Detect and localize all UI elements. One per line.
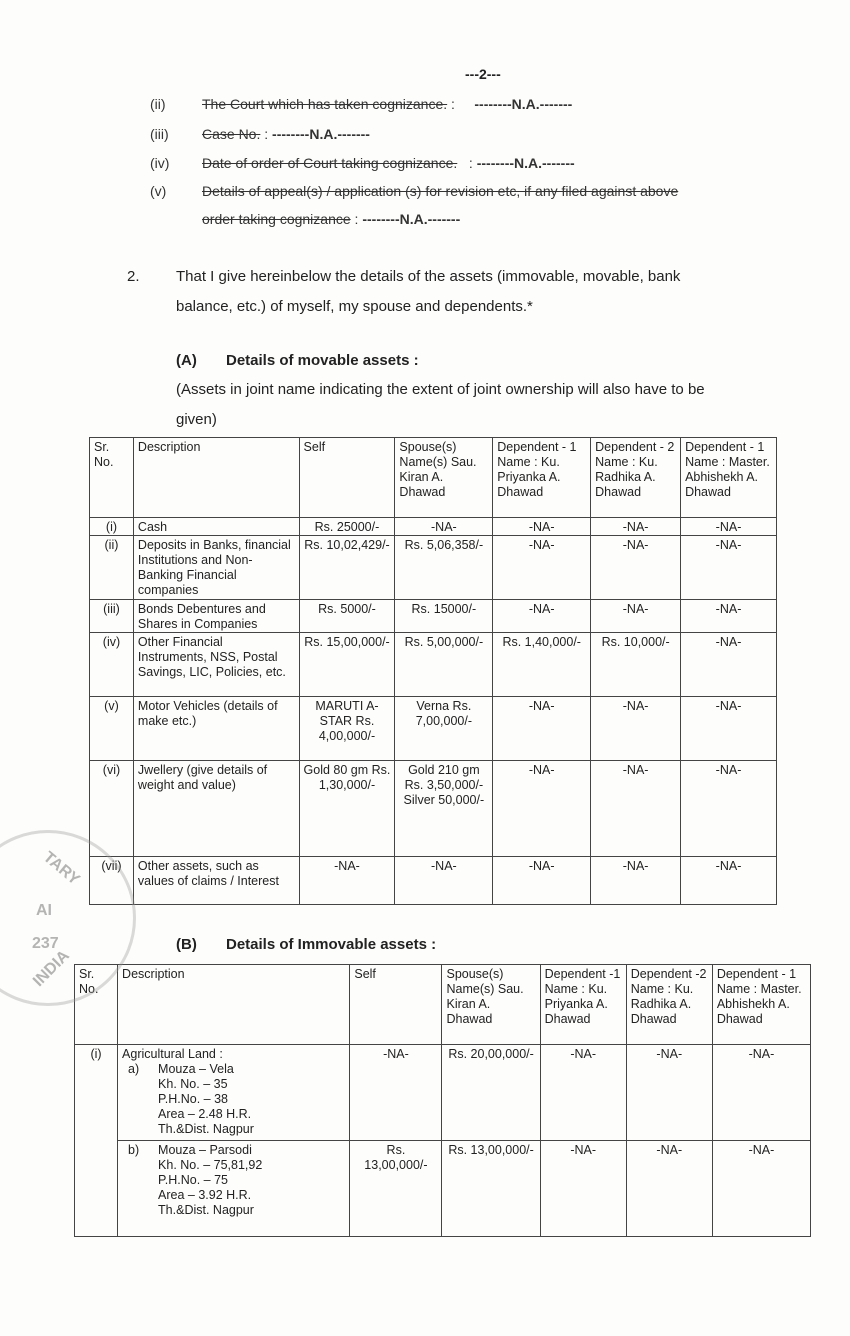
stamp-text-num: 237 (32, 935, 59, 952)
col-dependent-3: Dependent - 1 Name : Master. Abhishekh A. Dhawad (712, 965, 810, 1045)
col-self: Self (299, 438, 395, 518)
land-description-b: b) Mouza – Parsodi Kh. No. – 75,81,92 P.H.No. – 75 Area – 3.92 H.R. Th.&Dist. Nagpur (118, 1141, 350, 1237)
struck-item-iii: (iii) Case No. : --------N.A.------- (150, 126, 370, 142)
col-self: Self (350, 965, 442, 1045)
section-b-title: Details of Immovable assets : (226, 936, 437, 953)
section-b-label: (B) (176, 936, 197, 953)
col-dependent-1: Dependent - 1 Name : Ku. Priyanka A. Dhawad (493, 438, 591, 518)
table-row: b) Mouza – Parsodi Kh. No. – 75,81,92 P.H.No. – 75 Area – 3.92 H.R. Th.&Dist. Nagpur Rs. 13,00,000/- Rs. 13,00,000/- -NA- -NA- -NA- (75, 1141, 811, 1237)
section-2-text: That I give hereinbelow the details of the assets (immovable, movable, bank balance, etc.) of myself, my spouse and dependents.* (176, 268, 681, 315)
col-description: Description (118, 965, 350, 1045)
table-header-row (75, 965, 811, 1045)
table-row: (iii) Bonds Debentures and Shares in Companies Rs. 5000/- Rs. 15000/- -NA- -NA- -NA- (90, 600, 777, 633)
col-sr-no: Sr. No. (90, 438, 134, 518)
col-spouse: Spouse(s) Name(s) Sau. Kiran A. Dhawad (395, 438, 493, 518)
movable-assets-table (89, 437, 777, 905)
col-spouse: Spouse(s) Name(s) Sau. Kiran A. Dhawad (442, 965, 540, 1045)
table-row: (vi) Jwellery (give details of weight and value) Gold 80 gm Rs. 1,30,000/- Gold 210 gm Rs. 3,50,000/- Silver 50,000/- -NA- -NA- -NA- (90, 761, 777, 857)
col-description: Description (133, 438, 299, 518)
struck-item-ii: (ii) The Court which has taken cognizance. : --------N.A.------- (150, 96, 573, 112)
section-2-number: 2. (127, 268, 140, 285)
land-description-a: Agricultural Land : a) Mouza – Vela Kh. No. – 35 P.H.No. – 38 Area – 2.48 H.R. Th.&Dist. Nagpur (118, 1045, 350, 1141)
table-header-row (90, 438, 777, 518)
struck-item-v-cont: order taking cognizance : --------N.A.------- (202, 211, 461, 227)
immovable-assets-table (74, 964, 811, 1237)
section-a-title: Details of movable assets : (226, 352, 419, 369)
col-sr-no: Sr. No. (75, 965, 118, 1045)
col-dependent-2: Dependent - 2 Name : Ku. Radhika A. Dhawad (591, 438, 681, 518)
table-row: (vii) Other assets, such as values of claims / Interest -NA- -NA- -NA- -NA- -NA- (90, 857, 777, 905)
page-number: ---2--- (465, 66, 501, 82)
stamp-text-bottom: INDIA (30, 947, 73, 991)
struck-item-v: (v) Details of appeal(s) / application (s) for revision etc, if any filed against above (150, 183, 679, 199)
stamp-text-top: TARY (39, 848, 83, 889)
col-dependent-1: Dependent -1 Name : Ku. Priyanka A. Dhawad (540, 965, 626, 1045)
struck-item-iv: (iv) Date of order of Court taking cognizance. : --------N.A.------- (150, 155, 575, 171)
section-a-note: (Assets in joint name indicating the extent of joint ownership will also have to be given) (176, 381, 705, 428)
table-row: (v) Motor Vehicles (details of make etc.) MARUTI A-STAR Rs. 4,00,000/- Verna Rs. 7,00,000/- -NA- -NA- -NA- (90, 697, 777, 761)
section-a-label: (A) (176, 352, 197, 369)
col-dependent-3: Dependent - 1 Name : Master. Abhishekh A. Dhawad (681, 438, 777, 518)
stamp-text-ai: AI (36, 902, 52, 919)
table-row: (i) Cash Rs. 25000/- -NA- -NA- -NA- -NA- (90, 518, 777, 536)
table-row: (iv) Other Financial Instruments, NSS, Postal Savings, LIC, Policies, etc. Rs. 15,00,000/- Rs. 5,00,000/- Rs. 1,40,000/- Rs. 10,000/- -NA- (90, 633, 777, 697)
col-dependent-2: Dependent -2 Name : Ku. Radhika A. Dhawad (626, 965, 712, 1045)
table-row: (ii) Deposits in Banks, financial Institutions and Non-Banking Financial companies Rs. 10,02,429/- Rs. 5,06,358/- -NA- -NA- -NA- (90, 536, 777, 600)
table-row: (i) Agricultural Land : a) Mouza – Vela Kh. No. – 35 P.H.No. – 38 Area – 2.48 H.R. Th.&Dist. Nagpur -NA- Rs. 20,00,000/- -NA- -NA- -NA- (75, 1045, 811, 1141)
